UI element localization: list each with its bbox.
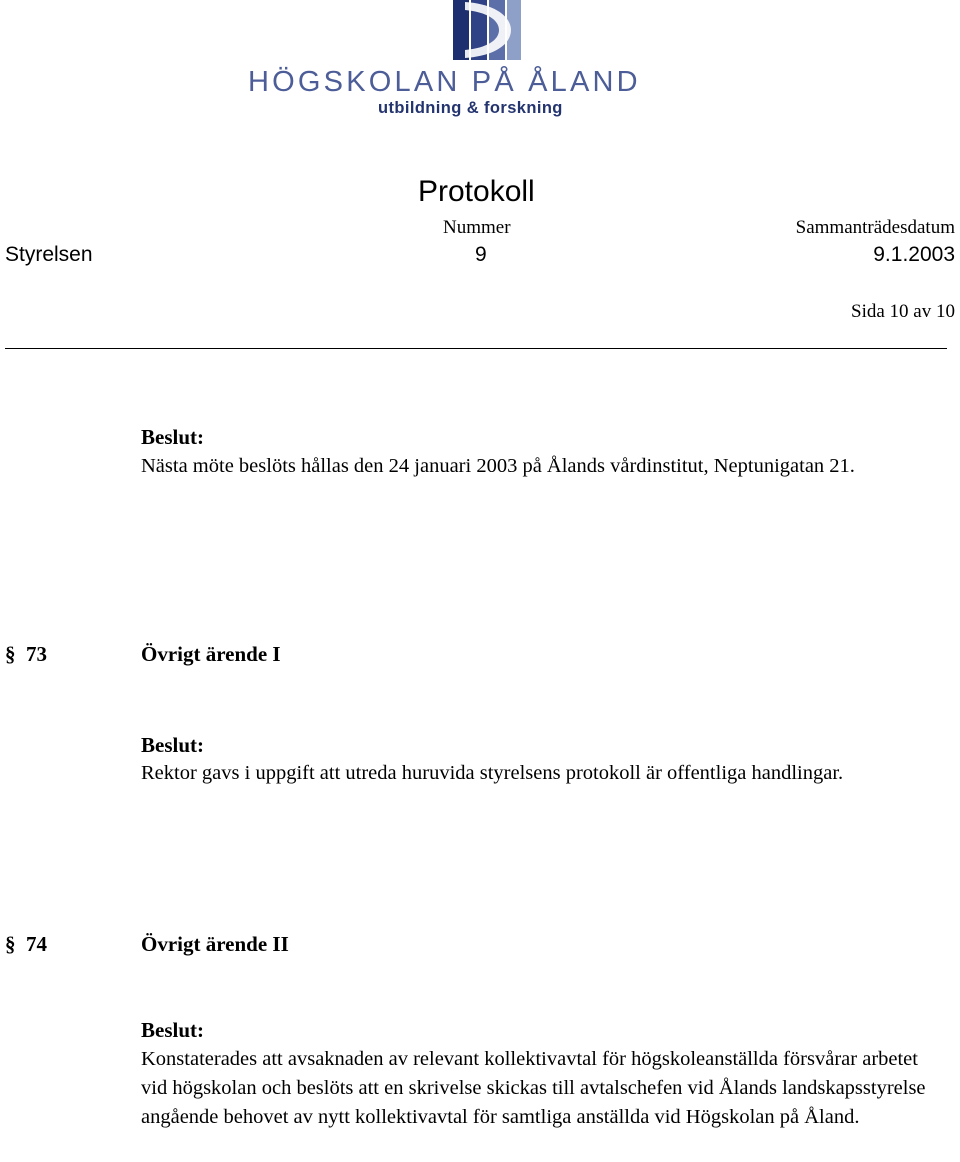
document-title: Protokoll xyxy=(418,175,535,208)
decision-label: Beslut: xyxy=(141,733,204,757)
section-number: 73 xyxy=(26,642,47,666)
section-sign: § xyxy=(5,932,16,956)
organ-name: Styrelsen xyxy=(5,243,93,266)
meeting-number: 9 xyxy=(475,243,487,266)
date-label: Sammanträdesdatum xyxy=(795,217,955,238)
number-label: Nummer xyxy=(443,217,511,238)
logo-tagline: utbildning & forskning xyxy=(378,99,563,117)
meeting-date: 9.1.2003 xyxy=(873,243,955,266)
decision-label: Beslut: xyxy=(141,1018,204,1042)
section-sign: § xyxy=(5,642,16,666)
decision-text: Konstaterades att avsaknaden av relevant kollektivavtal för högskoleanställda försvårar arbetet vid högskolan och beslöts att en skrivelse skickas till avtalschefen vid Ålands landskapsstyrelse angående behovet av nytt kollektivavtal för samtliga anställda vid Högskolan på Åland. xyxy=(141,1048,926,1128)
section-title: Övrigt ärende II xyxy=(141,932,289,956)
logo-emblem xyxy=(451,0,523,62)
decision-text: Rektor gavs i uppgift att utreda huruvida styrelsens protokoll är offentliga handlingar. xyxy=(141,762,844,784)
section-number: 74 xyxy=(26,932,47,956)
logo-wordmark: HÖGSKOLAN PÅ ÅLAND xyxy=(248,66,641,98)
section-title: Övrigt ärende I xyxy=(141,642,281,666)
page-indicator: Sida 10 av 10 xyxy=(851,301,955,322)
header-divider xyxy=(5,348,947,349)
decision-label: Beslut: xyxy=(141,425,204,449)
decision-text: Nästa möte beslöts hållas den 24 januari 2003 på Ålands vårdinstitut, Neptunigatan 21. xyxy=(141,455,855,477)
